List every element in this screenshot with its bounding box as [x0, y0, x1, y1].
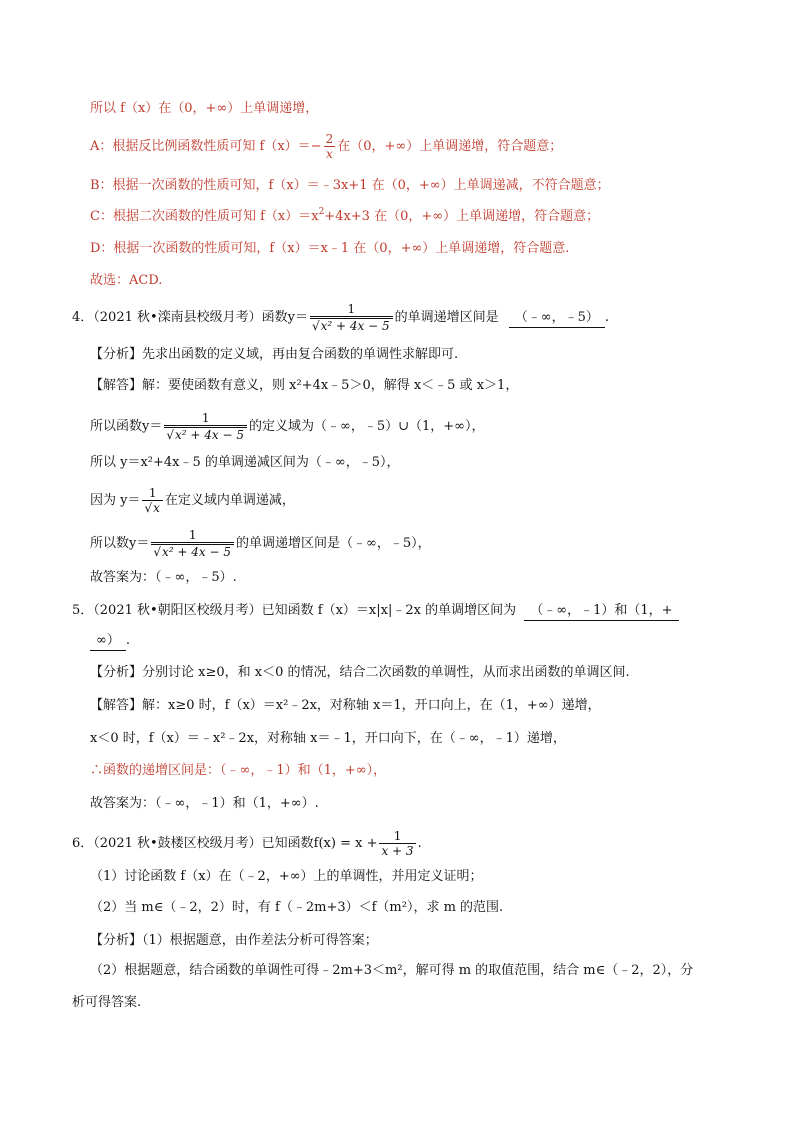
- q4-solution-4: [90, 487, 295, 514]
- q5-solution-1: 【解答】解：x≥0 时，f（x）＝x²﹣2x，对称轴 x＝1，开口向上，在（1，+∞）递增，: [90, 698, 601, 713]
- fraction-numerator: 2: [325, 132, 334, 146]
- q4-sol4-denominator: x: [153, 501, 160, 515]
- solution-line-1: 所以 f（x）在（0，+∞）上单调递增，: [90, 101, 319, 116]
- line-c-text: C：根据二次函数的性质可知 f（x）＝x: [90, 209, 319, 224]
- q6-part-2: （2）当 m∈（﹣2，2）时，有 f（﹣2m+3）＜f（m²），求 m 的范围.: [90, 900, 504, 915]
- q4-numerator: 1: [347, 302, 356, 316]
- q4-solution-1: 【解答】解：要使函数有意义，则 x²+4x﹣5＞0，解得 x＜﹣5 或 x＞1，: [90, 378, 519, 393]
- line-a-text: A：根据反比例函数性质可知 f（x）＝−: [90, 139, 322, 154]
- q4-answer: 故答案为：（﹣∞，﹣5）.: [90, 570, 237, 585]
- sqrt-symbol: √: [153, 545, 162, 559]
- q6-analysis-1: 【分析】（1）根据题意，由作差法分析可得答案；: [90, 933, 378, 948]
- q6-analysis-3: 析可得答案.: [72, 995, 142, 1010]
- q4-sol4-tail: 在定义域内单调递减，: [164, 493, 295, 508]
- q5-analysis: 【分析】分别讨论 x≥0，和 x＜0 的情况，结合二次函数的单调性，从而求出函数的单调区间.: [90, 665, 630, 680]
- solution-line-b: B：根据一次函数的性质可知，f（x）＝﹣3x+1 在（0，+∞）上单调递减，不符合题意；: [90, 178, 610, 193]
- q6-numerator: 1: [393, 829, 402, 843]
- q5-answer-blank-1: （﹣∞，﹣1）和（1，+: [524, 602, 678, 621]
- q4-sol5-tail: 的单调递增区间是（﹣∞，﹣5），: [236, 536, 431, 551]
- solution-line-a: [90, 133, 562, 160]
- solution-line-c: [90, 208, 599, 226]
- q4-answer-blank: （﹣∞，﹣5）: [509, 309, 605, 328]
- q4-solution-2: [90, 412, 485, 441]
- q6-denominator: x + 3: [381, 844, 414, 858]
- q4-sol5-numerator: 1: [188, 528, 197, 542]
- solution-choice: 故选：ACD.: [90, 273, 163, 288]
- q4-sol2-text: 所以函数y＝: [90, 419, 163, 434]
- q6-part-1: （1）讨论函数 f（x）在（﹣2，+∞）上的单调性，并用定义证明；: [90, 869, 483, 884]
- q4-period: .: [604, 310, 610, 325]
- q5-solution-3: ∴函数的递增区间是：（﹣∞，﹣1）和（1，+∞），: [90, 763, 387, 778]
- q4-solution-5: [90, 529, 431, 558]
- q4-sol5-fraction: [151, 529, 234, 558]
- q4-sol2-fraction: [164, 412, 247, 441]
- q4-sol4-fraction: [142, 487, 162, 514]
- q5-answer-blank-2: ∞）: [90, 632, 126, 651]
- q4-fraction: [310, 303, 393, 332]
- sqrt-symbol: √: [144, 501, 153, 515]
- q4-sol4-numerator: 1: [148, 486, 157, 500]
- question-5-stem: [72, 602, 679, 621]
- q4-sol5-denominator: x² + 4x − 5: [162, 545, 231, 559]
- q4-denominator: x² + 4x − 5: [320, 319, 390, 333]
- q6-text: 6．（2021 秋•鼓楼区校级月考）已知函数f(x) = x +: [72, 836, 378, 851]
- question-5-stem-cont: [90, 632, 130, 651]
- line-c-tail: +4x+3 在（0，+∞）上单调递增，符合题意；: [324, 209, 600, 224]
- q4-sol2-tail: 的定义域为（﹣∞，﹣5）∪（1，+∞），: [249, 419, 485, 434]
- q4-sol5-text: 所以数y＝: [90, 536, 150, 551]
- q5-text: 5．（2021 秋•朝阳区校级月考）已知函数 f（x）＝x|x|﹣2x 的单调增区间为: [72, 603, 517, 618]
- q5-period: .: [125, 633, 130, 648]
- question-6-stem: [72, 830, 422, 857]
- line-c-exponent: 2: [318, 206, 325, 217]
- q4-text-2: 的单调递增区间是: [394, 310, 499, 325]
- q6-period: .: [417, 836, 422, 851]
- q5-answer: 故答案为：（﹣∞，﹣1）和（1，+∞）.: [90, 796, 319, 811]
- q4-analysis: 【分析】先求出函数的定义域，再由复合函数的单调性求解即可.: [90, 347, 459, 362]
- question-4-stem: [72, 303, 609, 332]
- q4-text: 4．（2021 秋•滦南县校级月考）函数y＝: [72, 310, 308, 325]
- line-a-tail: 在（0，+∞）上单调递增，符合题意；: [337, 139, 563, 154]
- sqrt-symbol: √: [312, 319, 320, 333]
- fraction-2-over-x: [324, 133, 336, 160]
- q4-sol2-denominator: x² + 4x − 5: [175, 428, 244, 442]
- sqrt-symbol: √: [166, 428, 175, 442]
- q4-sol4-text: 因为 y＝: [90, 493, 141, 508]
- q4-sol2-numerator: 1: [201, 411, 210, 425]
- solution-line-d: D：根据一次函数的性质可知，f（x）＝x﹣1 在（0，+∞）上单调递增，符合题意.: [90, 241, 570, 256]
- fraction-denominator: x: [325, 147, 333, 161]
- q6-fraction: [379, 830, 415, 857]
- q5-solution-2: x＜0 时，f（x）＝﹣x²﹣2x，对称轴 x＝﹣1，开口向下，在（﹣∞，﹣1）递增，: [90, 731, 566, 746]
- q6-analysis-2: （2）根据题意，结合函数的单调性可得﹣2m+3＜m²，解可得 m 的取值范围，结合 m∈（﹣2，2），分: [90, 963, 694, 978]
- q4-solution-3: 所以 y＝x²+4x﹣5 的单调递减区间为（﹣∞，﹣5），: [90, 455, 400, 470]
